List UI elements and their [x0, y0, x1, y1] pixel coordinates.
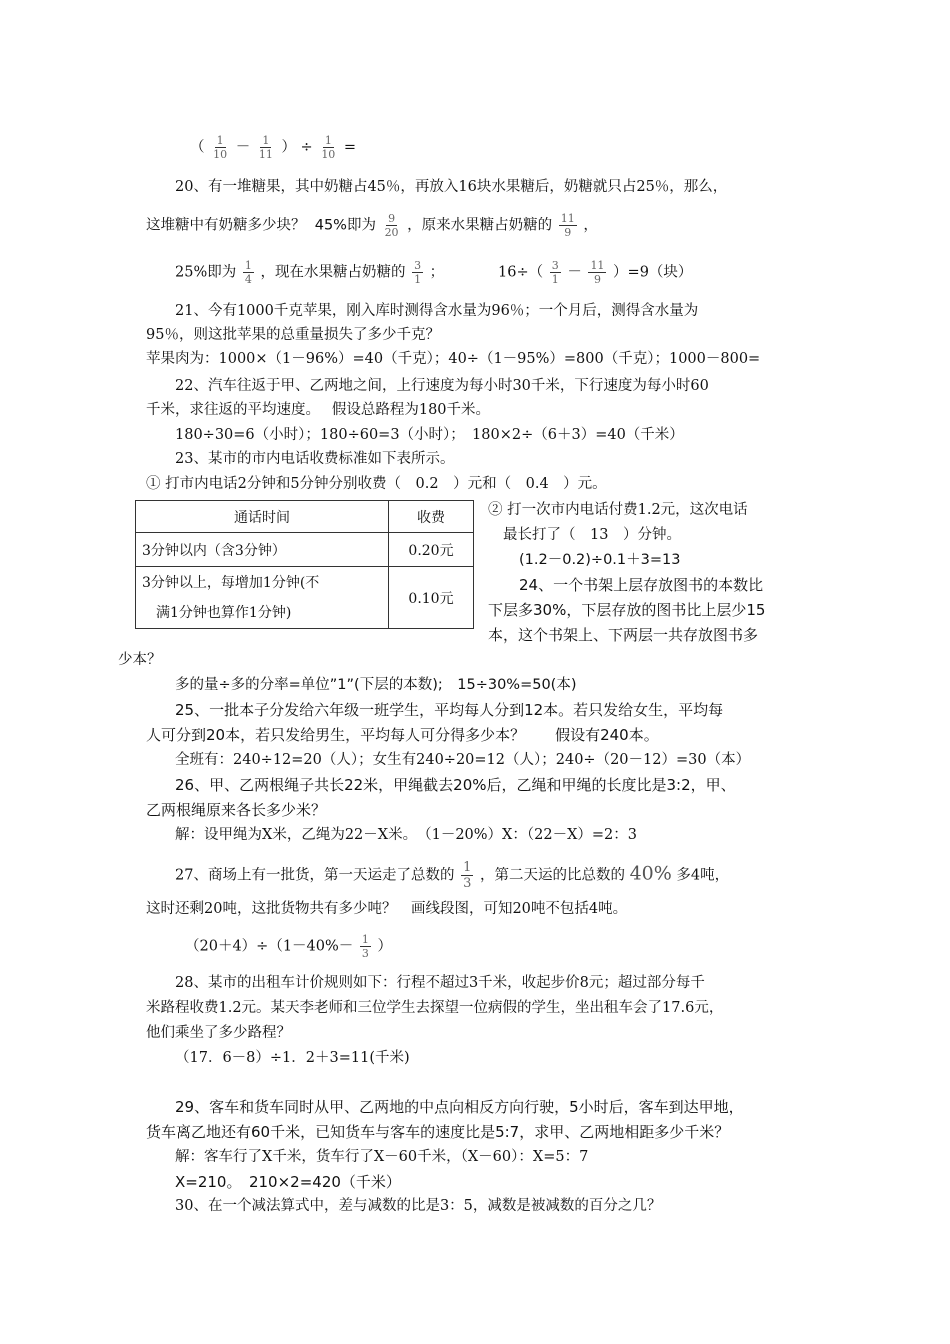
q20-question: 这堆糖中有奶糖多少块？: [146, 217, 306, 234]
fraction: [257, 134, 275, 161]
q21-line1: 21、今有1000千克苹果，刚入库时测得含水量为96％；一个月后，测得含水量为: [175, 303, 699, 319]
denominator: 10: [321, 148, 336, 161]
q29-line1: 29、客车和货车同时从甲、乙两地的中点向相反方向行驶，5小时后，客车到达甲地，: [175, 1098, 744, 1116]
denominator: 10: [213, 148, 228, 161]
q20-note: ，现在水果糖占奶糖的: [260, 264, 406, 281]
fraction: [461, 860, 473, 891]
q25-line2: 人可分到20本，若只发给男生，平均每人可分得多少本？ 假设有240本。: [146, 726, 659, 744]
numerator: 1: [262, 134, 270, 147]
q23-part2-answer: (1.2－0.2)÷0.1＋3=13: [519, 552, 681, 568]
q21-answer: 苹果肉为：1000×（1－96%）=40（千克）；40÷（1－95%）=800（千克）；1000－800=: [146, 351, 761, 367]
q20-line3: [175, 259, 444, 286]
q28-line3: 他们乘坐了多少路程？: [146, 1025, 291, 1041]
q27-text: 27、商场上有一批货，第一天运走了总数的: [175, 867, 455, 884]
numerator: 11: [590, 259, 605, 272]
q26-answer: 解：设甲绳为X米，乙绳为22－X米。 （1－20%）X：（22－X）=2：3: [175, 827, 637, 843]
fraction: [243, 259, 254, 286]
q27-line2: 这时还剩20吨，这批货物共有多少吨？ 画线段图，可知20吨不包括4吨。: [146, 901, 628, 917]
table-header-row: [136, 501, 474, 533]
denominator: 9: [564, 226, 572, 239]
top-expression: [190, 134, 356, 161]
q27-text: 多4吨，: [676, 867, 730, 884]
q24-answer: 多的量÷多的分率=单位”1”(下层的本数); 15÷30%=50(本): [175, 677, 577, 693]
q22-line1: 22、汽车往返于甲、乙两地之间，上行速度为每小时30千米，下行速度为每小时60: [175, 378, 709, 394]
cell-line: 满1分钟也算作1分钟): [156, 604, 292, 621]
q22-answer: 180÷30=6（小时）；180÷60=3（小时）； 180×2÷（6＋3）=40（千米）: [175, 427, 684, 443]
table-cell: [136, 567, 389, 629]
q29-answer: 解：客车行了X千米，货车行了X－60千米，（X－60）：X=5：7: [175, 1149, 589, 1165]
numerator: 11: [560, 212, 575, 225]
numerator: 9: [388, 212, 396, 225]
q26-line1: 26、甲、乙两根绳子共长22米，甲绳截去20%后，乙绳和甲绳的长度比是3:2，甲、: [175, 776, 736, 794]
paren-open: （: [190, 139, 205, 156]
q28-line1: 28、某市的出租车计价规则如下：行程不超过3千米，收起步价8元；超过部分每千: [175, 975, 705, 991]
fraction: [412, 259, 423, 286]
divide-sign: ÷: [300, 139, 313, 156]
q28-line2: 米路程收费1.2元。某天李老师和三位学生去探望一位病假的学生，坐出租车会了17.6元，: [146, 1000, 724, 1016]
table-cell: 0.20元: [389, 533, 474, 567]
q20-answer: [498, 259, 692, 286]
q20-answer-part: 16÷（: [498, 264, 544, 281]
q24-line2: 下层多30%，下层存放的图书比上层少15: [488, 601, 766, 619]
q20-answer-part: ）=9（块）: [613, 264, 693, 281]
fraction: [550, 259, 561, 286]
q20-note: 25%即为: [175, 264, 237, 281]
denominator: 11: [258, 148, 273, 161]
denominator: 1: [414, 273, 422, 286]
denominator: 3: [463, 876, 472, 891]
numerator: 1: [463, 860, 472, 875]
table-header: 收费: [389, 501, 474, 533]
q24-line4: 少本？: [118, 652, 162, 668]
table-row: [136, 567, 474, 629]
denominator: 1: [551, 273, 559, 286]
fraction: [559, 212, 577, 239]
table-header: 通话时间: [136, 501, 389, 533]
q25-answer: 全班有：240÷12=20（人）；女生有240÷20=12（人）；240÷（20－12）=30（本）: [175, 752, 751, 768]
q20-answer-part: －: [567, 264, 582, 281]
q20-line2: [146, 212, 598, 239]
q20-note: ，原来水果糖占奶糖的: [407, 217, 553, 234]
numerator: 1: [361, 933, 369, 946]
q28-answer: （17．6－8）÷1．2＋3=11(千米): [175, 1050, 410, 1066]
fraction: [319, 134, 337, 161]
denominator: 3: [361, 947, 369, 960]
q30-line1: 30、在一个减法算式中，差与减数的比是3：5，减数是被减数的百分之几？: [175, 1198, 662, 1214]
table-row: [136, 533, 474, 567]
q20-line1: 20、有一堆糖果，其中奶糖占45％，再放入16块水果糖后，奶糖就只占25％，那么，: [175, 179, 728, 195]
q27-percent: 40%: [629, 862, 672, 885]
phone-fee-table: [135, 500, 474, 629]
denominator: 20: [384, 226, 399, 239]
denominator: 4: [244, 273, 252, 286]
q23-line2: ① 打市内电话2分钟和5分钟分别收费（ 0.2 ）元和（ 0.4 ）元。: [146, 476, 607, 492]
q21-line2: 95％，则这批苹果的总重量损失了多少千克？: [146, 327, 440, 343]
q20-note: 45%即为: [314, 217, 376, 234]
q23-line1: 23、某市的市内电话收费标准如下表所示。: [175, 451, 455, 467]
numerator: 3: [551, 259, 559, 272]
q24-line1: 24、一个书架上层存放图书的本数比: [519, 576, 764, 594]
table-cell: 0.10元: [389, 567, 474, 629]
paren-close: ）: [281, 139, 296, 156]
fraction: [360, 933, 371, 960]
q29-answer-2: X=210。 210×2=420（千米）: [175, 1173, 401, 1191]
q29-line2: 货车离乙地还有60千米，已知货车与客车的速度比是5:7，求甲、乙两地相距多少千米？: [146, 1123, 730, 1141]
q26-line2: 乙两根绳原来各长多少米？: [146, 801, 327, 819]
cell-line: 3分钟以上，每增加1分钟(不: [142, 574, 320, 591]
q23-part2-line2: 最长打了（ 13 ）分钟。: [503, 527, 681, 543]
fraction: [383, 212, 401, 239]
denominator: 9: [593, 273, 601, 286]
q23-part2-line1: ② 打一次市内电话付费1.2元，这次电话: [488, 502, 748, 518]
table-cell: 3分钟以内（含3分钟）: [136, 533, 389, 567]
numerator: 1: [324, 134, 332, 147]
fraction: [588, 259, 606, 286]
q24-line3: 本，这个书架上、下两层一共存放图书多: [488, 626, 759, 644]
q27-text: ，第二天运的比总数的: [479, 867, 625, 884]
minus-sign: －: [235, 139, 251, 156]
numerator: 1: [216, 134, 224, 147]
numerator: 3: [414, 259, 422, 272]
q25-line1: 25、一批本子分发给六年级一班学生，平均每人分到12本。若只发给女生，平均每: [175, 701, 724, 719]
q20-note: ；: [429, 264, 445, 281]
q22-line2: 千米，求往返的平均速度。 假设总路程为180千米。: [146, 402, 491, 418]
q27-answer-part: （20＋4）÷（1－40%－: [185, 938, 354, 955]
q20-note: ，: [583, 217, 598, 234]
q27-line1: [175, 860, 729, 891]
numerator: 1: [244, 259, 252, 272]
fraction: [211, 134, 229, 161]
equals-sign: =: [343, 139, 357, 156]
q27-answer-part: ）: [377, 938, 392, 955]
q27-answer: [185, 933, 392, 960]
